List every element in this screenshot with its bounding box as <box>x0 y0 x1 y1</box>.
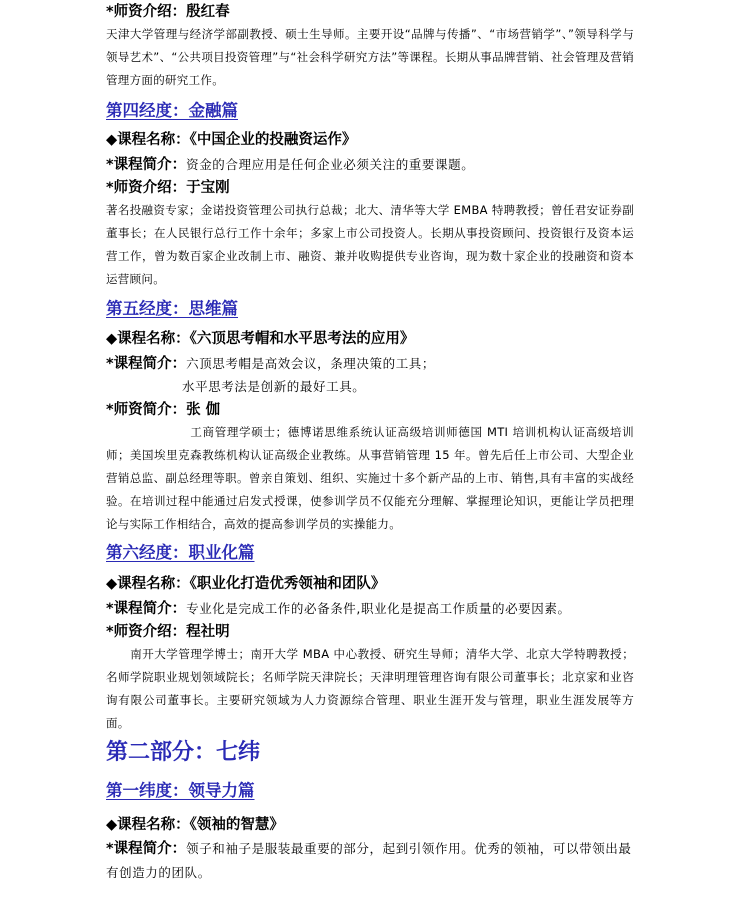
section-heading-leadership: 第一纬度：领导力篇 <box>106 781 255 800</box>
teacher-bio: 天津大学管理与经济学部副教授、硕士生导师。主要开设“品牌与传播”、“市场营销学”、”领导科学与领导艺术”、“公共项目投资管理”与“社会科学研究方法”等课程。长期从事品牌营销、社会管理及营销管理方面的研究工作。 <box>106 27 634 87</box>
teacher-bio <box>106 643 634 735</box>
teacher-intro-label: *师资介绍： <box>106 624 187 640</box>
teacher-name: 张 伽 <box>186 402 221 418</box>
course-intro: 专业化是完成工作的必备条件,职业化是提高工作质量的必要因素。 <box>186 601 571 616</box>
teacher-name: 程社明 <box>186 624 230 640</box>
section-heading-finance: 第四经度：金融篇 <box>106 101 238 120</box>
course-intro: 六顶思考帽是高效会议，条理决策的工具； <box>186 356 435 371</box>
section-heading-professional: 第六经度：职业化篇 <box>106 543 255 562</box>
course-name-label: ◆课程名称： <box>106 132 190 148</box>
course-name-line <box>106 815 634 835</box>
teacher-intro-line <box>106 2 634 22</box>
course-name: 《职业化打造优秀领袖和团队》 <box>189 576 386 592</box>
teacher-intro-label: *师资简介： <box>106 402 187 418</box>
teacher-intro-label: *师资介绍： <box>106 4 187 20</box>
course-name-line <box>106 329 634 349</box>
teacher-name: 殷红春 <box>186 4 230 20</box>
teacher-bio-text: 工商管理学硕士；德博诺思维系统认证高级培训师德国 MTI 培训机构认证高级培训师；美国埃里克森教练机构认证高级企业教练。从事营销管理 15 年。曾先后任上市公司、大型企业营销总监、副总经理等职。曾亲自策划、组织、实施过十多个新产品的上市、销售,具有丰富的实战经验。在培训过程中能通过启发式授课，使参训学员不仅能充分理解、掌握理论知识，更能让学员把理论与实际工作相结合，高效的提高参训学员的实操能力。 <box>106 425 634 531</box>
course-name-label: ◆课程名称： <box>106 576 190 592</box>
course-intro: 资金的合理应用是任何企业必须关注的重要课题。 <box>186 157 475 172</box>
teacher-bio <box>106 421 634 536</box>
course-name: 《六顶思考帽和水平思考法的应用》 <box>189 331 415 347</box>
course-intro-line <box>106 598 634 620</box>
teacher-name: 于宝刚 <box>186 180 230 196</box>
course-intro: 领子和袖子是服装最重要的部分，起到引领作用。优秀的领袖，可以带领出最有创造力的团队。 <box>106 841 632 880</box>
teacher-intro-label: *师资介绍： <box>106 180 187 196</box>
course-name-line <box>106 130 634 150</box>
course-intro-line <box>106 154 634 176</box>
teacher-intro-line <box>106 400 634 420</box>
course-intro-label: *课程简介： <box>106 841 187 857</box>
teacher-bio-text: 南开大学管理学博士；南开大学 MBA 中心教授、研究生导师；清华大学、北京大学特聘教授；名师学院职业规划领域院长；名师学院天津院长；天津明理管理咨询有限公司董事长；北京家和业咨询有限公司董事长。主要研究领域为人力资源综合管理、职业生涯开发与管理，职业生涯发展等方面。 <box>106 647 634 730</box>
course-name-label: ◆课程名称： <box>106 331 190 347</box>
part-heading: 第二部分：七纬 <box>106 739 261 765</box>
course-name-line <box>106 574 634 594</box>
course-intro-line <box>106 836 634 884</box>
course-intro-continued: 水平思考法是创新的最好工具。 <box>182 379 366 394</box>
course-intro-label: *课程简介： <box>106 157 187 173</box>
course-name-label: ◆课程名称： <box>106 817 190 833</box>
course-name: 《领袖的智慧》 <box>189 817 284 833</box>
teacher-intro-line <box>106 622 634 642</box>
section-heading-thinking: 第五经度：思维篇 <box>106 299 238 318</box>
course-intro-label: *课程简介： <box>106 356 187 372</box>
course-intro-label: *课程简介： <box>106 601 187 617</box>
teacher-bio: 著名投融资专家；金诺投资管理公司执行总裁；北大、清华等大学 EMBA 特聘教授；曾任君安证券副董事长；在人民银行总行工作十余年；多家上市公司投资人。长期从事投资顾问、投资银行及资本运营工作，曾为数百家企业改制上市、融资、兼并收购提供专业咨询，现为数十家企业的投融资和资本运营顾问。 <box>106 203 634 286</box>
course-intro-line <box>106 353 634 375</box>
teacher-intro-line <box>106 178 634 198</box>
course-name: 《中国企业的投融资运作》 <box>189 132 357 148</box>
